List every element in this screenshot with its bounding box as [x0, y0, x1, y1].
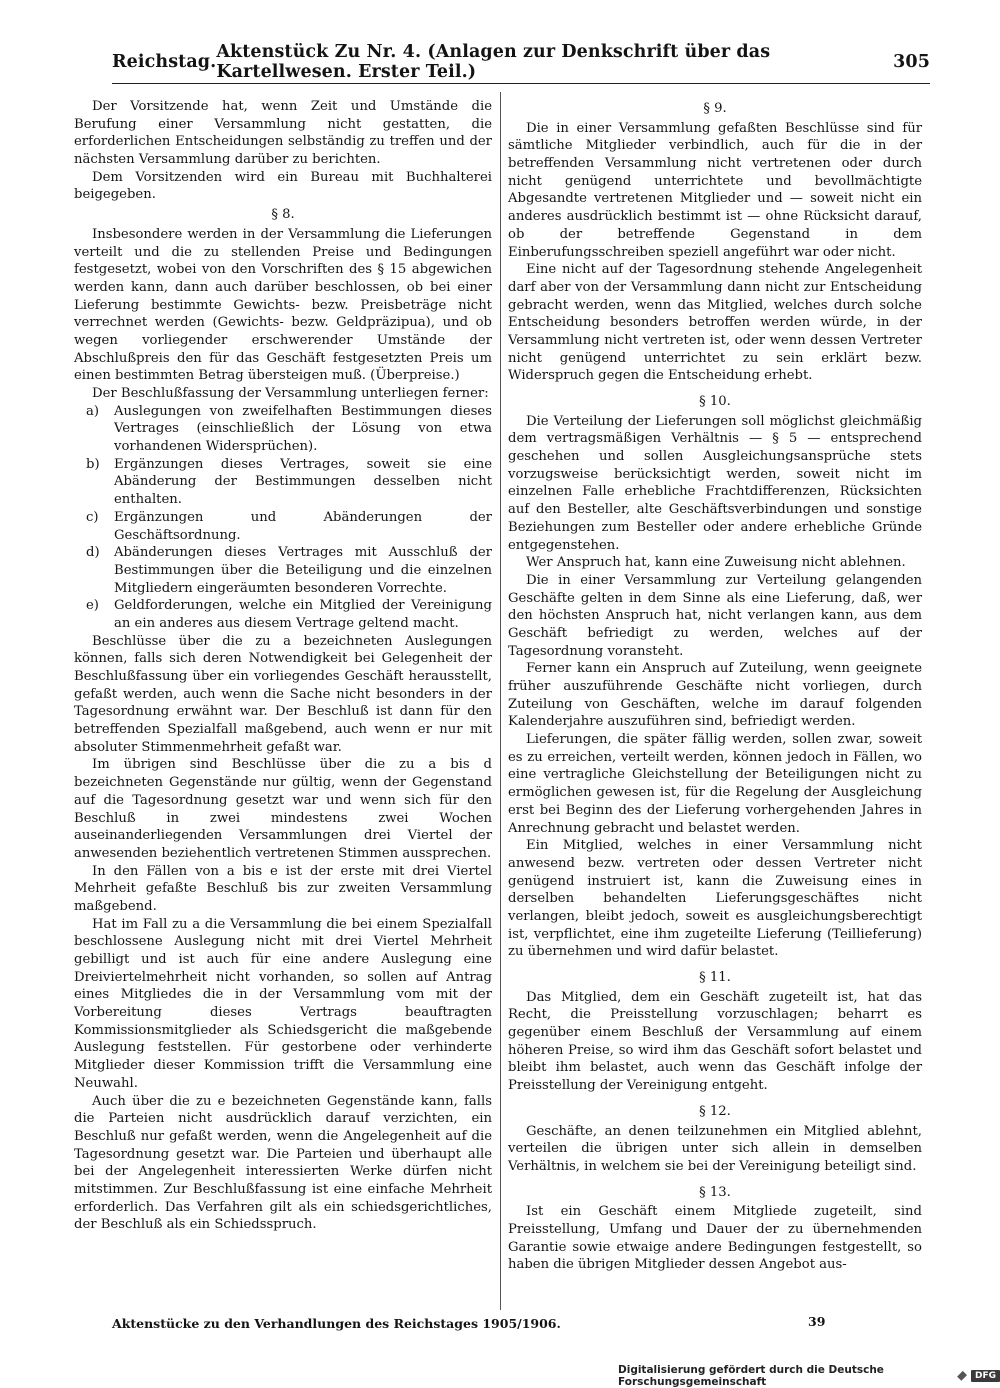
header-title: Aktenstück Zu Nr. 4. (Anlagen zur Denkschrift über das Kartellwesen. Erster Teil.) [216, 42, 771, 82]
paragraph: Lieferungen, die später fällig werden, sollen zwar, soweit es zu erreichen, verteilt werden, können jedoch in Fällen, wo eine vertragliche Gleichstellung der Beteiligungen nicht zu ermöglichen gewesen ist, für die Regelung der Ausgleichung erst bei Beginn des der Lieferung vorhergehenden Jahres in Anrechnung gebracht und belastet werden. [508, 732, 922, 836]
list-text: Ergänzungen dieses Vertrages, soweit sie eine Abänderung der Bestimmungen desselben nicht enthalten. [114, 456, 492, 508]
list-text: Auslegungen von zweifelhaften Bestimmungen dieses Vertrages (einschließlich der Lösung von etwa vorhandenen Widersprüchen). [114, 403, 492, 455]
paragraph: Ist ein Geschäft einem Mitgliede zugeteilt, sind Preisstellung, Umfang und Dauer der zu übernehmenden Garantie sowie etwaige andere Bedingungen festgestellt, so haben die übrigen Mitglieder dessen Angebot aus- [508, 1204, 922, 1273]
list-label: d) [86, 545, 100, 561]
paragraph: Der Beschlußfassung der Versammlung unterliegen ferner: [92, 386, 489, 401]
list-item [74, 597, 492, 632]
list-item [74, 456, 492, 509]
section-heading: § 11. [699, 970, 731, 985]
paragraph: Der Vorsitzende hat, wenn Zeit und Umstände die Berufung einer Versammlung nicht gestatten, die erforderlichen Entscheidungen selbständig zu treffen und der nächsten Versammlung darüber zu berichten. [74, 99, 492, 168]
list-text: Ergänzungen und Abänderungen der Geschäftsordnung. [114, 509, 492, 543]
paragraph: Die in einer Versammlung gefaßten Beschlüsse sind für sämtliche Mitglieder verbindlich, auch für die in der betreffenden Versammlung nicht vertretenen oder durch nicht genügend unterrichtete und bevollmächtigte Abgesandte vertretenen Mitglieder und — soweit nicht ein anderes ausdrücklich bestimmt ist — ohne Rücksicht darauf, ob der betreffende Gegenstand in dem Einberufungsschreiben speziell angeführt war oder nicht. [508, 120, 922, 260]
list-item [74, 544, 492, 597]
paragraph: Auch über die zu e bezeichneten Gegenstände kann, falls die Parteien nicht ausdrücklich darauf verzichten, ein Beschluß nur gefaßt werden, wenn die Angelegenheit auf die Tagesordnung gesetzt war. Die Parteien und überhaupt alle bei der Angelegenheit interessierten Werke dürfen nicht mitstimmen. Zur Beschlußfassung ist eine einfache Mehrheit erforderlich. Das Verfahren gilt als ein schiedsgerichtliches, der Beschluß als ein Schiedsspruch. [74, 1093, 492, 1233]
paragraph: Die Verteilung der Lieferungen soll möglichst gleichmäßig dem vertragsmäßigen Verhältnis — § 5 — entsprechend geschehen und sollen Ausgleichungsansprüche stets vorzugsweise berücksichtigt werden, soweit nicht im einzelnen Falle erhebliche Frachtdifferenzen, Rücksichten auf den Besteller, alte Geschäftsverbindungen und sonstige Beziehungen zum Besteller oder andere erhebliche Gründe entgegenstehen. [508, 413, 922, 553]
digitization-text: Digitalisierung gefördert durch die Deutsche Forschungsgemeinschaft [618, 1364, 884, 1388]
paragraph: Beschlüsse über die zu a bezeichneten Auslegungen können, falls sich deren Notwendigkeit bei Gelegenheit der Beschlußfassung über ein vorliegendes Geschäft herausstellt, gefaßt werden, auch wenn die Sache nicht besonders in der Tagesordnung erwähnt war. Der Beschluß ist dann für den betreffenden Spezialfall maßgebend, auch wenn er nur mit absoluter Stimmenmehrheit gefaßt war. [74, 633, 492, 755]
running-header [112, 42, 930, 82]
paragraph: Wer Anspruch hat, kann eine Zuweisung nicht ablehnen. [526, 555, 906, 571]
paragraph: Eine nicht auf der Tagesordnung stehende Angelegenheit darf aber von der Versammlung dann nicht zur Entscheidung gebracht werden, wenn das Mitglied, welches durch solche Entscheidung besonders betroffen werden würde, in der Versammlung nicht vertreten ist, oder wenn dessen Vertreter nicht genügend unterrichtet zu sein erklärt bezw. Widerspruch gegen die Entscheidung erhebt. [508, 262, 922, 384]
paragraph: Das Mitglied, dem ein Geschäft zugeteilt ist, hat das Recht, die Preisstellung vorzuschlagen; beharrt es gegenüber einem Beschluß der Versammlung auf einem höheren Preise, so wird ihm das Geschäft sofort belastet und bleibt ihm belastet, auch wenn das Geschäft infolge der Preisstellung der Vereinigung entgeht. [508, 989, 922, 1094]
list-text: Abänderungen dieses Vertrages mit Ausschluß der Bestimmungen über die Beteiligung und die einzelnen Mitgliedern eingeräumten besonderen Vorrechte. [114, 545, 492, 596]
paragraph: Im übrigen sind Beschlüsse über die zu a bis d bezeichneten Gegenstände nur gültig, wenn der Gegenstand auf die Tagesordnung gesetzt war und wenn sich für den Beschluß in zwei mindestens zwei Wochen auseinanderliegenden Versammlungen drei Viertel der anwesenden beziehentlich vertretenen Stimmen aussprechen. [74, 757, 492, 861]
right-column [508, 98, 922, 1274]
page-number: 305 [893, 52, 930, 72]
header-left: Reichstag. [112, 52, 217, 72]
footer-source: Aktenstücke zu den Verhandlungen des Reichstages 1905/1906. [112, 1316, 561, 1331]
section-heading: § 8. [271, 207, 295, 223]
paragraph: Geschäfte, an denen teilzunehmen ein Mitglied ablehnt, verteilen die übrigen unter sich allein in demselben Verhältnis, in welchem sie bei der Vereinigung beteiligt sind. [508, 1123, 922, 1174]
dfg-logo: DFG [971, 1370, 1000, 1382]
list-label: c) [86, 509, 99, 525]
header-rule [112, 83, 930, 84]
left-column [74, 98, 492, 1234]
column-divider [500, 92, 501, 1310]
paragraph: Dem Vorsitzenden wird ein Bureau mit Buchhalterei beigegeben. [74, 169, 492, 203]
dfg-mark-icon [957, 1371, 967, 1381]
list-item [74, 509, 492, 544]
paragraph: Hat im Fall zu a die Versammlung die bei einem Spezialfall beschlossene Auslegung nicht mit drei Viertel Mehrheit gebilligt und ist auch für eine andere Auslegung eine Dreiviertelmehrheit nicht vorhanden, so sollen auf Antrag eines Mitgliedes die in der Versammlung vom mit der Vorbereitung dieses Vertrags beauftragten Kommissionsmitglieder als Schiedsgericht die maßgebende Auslegung feststellen. Für gestorbene oder verhinderte Mitglieder dieser Kommission trifft die Versammlung eine Neuwahl. [74, 916, 492, 1091]
section-heading: § 10. [699, 394, 731, 409]
list-label: e) [86, 598, 99, 614]
digitization-credit [618, 1364, 1000, 1388]
sheet-signature: 39 [808, 1314, 826, 1329]
section-heading: § 13. [699, 1184, 731, 1200]
list-item [74, 403, 492, 456]
list-label: a) [86, 403, 100, 419]
list-label: b) [86, 456, 100, 472]
paragraph: Ferner kann ein Anspruch auf Zuteilung, wenn geeignete früher auszuführende Geschäfte nicht vorliegen, durch Zuteilung von Geschäften, welche im darauf folgenden Kalenderjahre auszuführen sind, befriedigt werden. [508, 661, 922, 730]
paragraph: Die in einer Versammlung zur Verteilung gelangenden Geschäfte gelten in dem Sinne als eine Lieferung, daß, wer den höchsten Anspruch hat, nicht verlangen kann, aus dem Geschäft befriedigt zu werden, welches auf der Tagesordnung voransteht. [508, 572, 922, 659]
list-text: Geldforderungen, welche ein Mitglied der Vereinigung an ein anderes aus diesem Vertrage geltend macht. [114, 598, 492, 631]
paragraph: In den Fällen von a bis e ist der erste mit drei Viertel Mehrheit gefaßte Beschluß bis zur zweiten Versammlung maßgebend. [74, 863, 492, 914]
paragraph: Ein Mitglied, welches in einer Versammlung nicht anwesend bezw. vertreten oder dessen Vertreter nicht genügend instruiert ist, kann die Zuweisung eines in derselben behandelten Lieferungsgeschäftes nicht verlangen, bleibt jedoch, soweit es ausgleichungsberechtigt ist, verpflichtet, eine ihm zugeteilte Lieferung (Teillieferung) zu übernehmen und wird dafür belastet. [508, 838, 922, 960]
paragraph: Insbesondere werden in der Versammlung die Lieferungen verteilt und die zu stellenden Preise und Bedingungen festgesetzt, wobei von den Vorschriften des § 15 abgewichen werden kann, dann auch darüber beschlossen, ob bei einer Lieferung bestimmte Gewichts- bezw. Preisbeträge nicht verrechnet werden (Gewichts- bezw. Geldpräzipua), und ob wegen vorliegender erschwerender Umstände der Abschlußpreis den für das Geschäft festgesetzten Preis um einen bestimmten Betrag übersteigen muß. (Überpreise.) [74, 226, 492, 384]
section-heading: § 9. [703, 101, 727, 116]
section-heading: § 12. [699, 1103, 731, 1119]
